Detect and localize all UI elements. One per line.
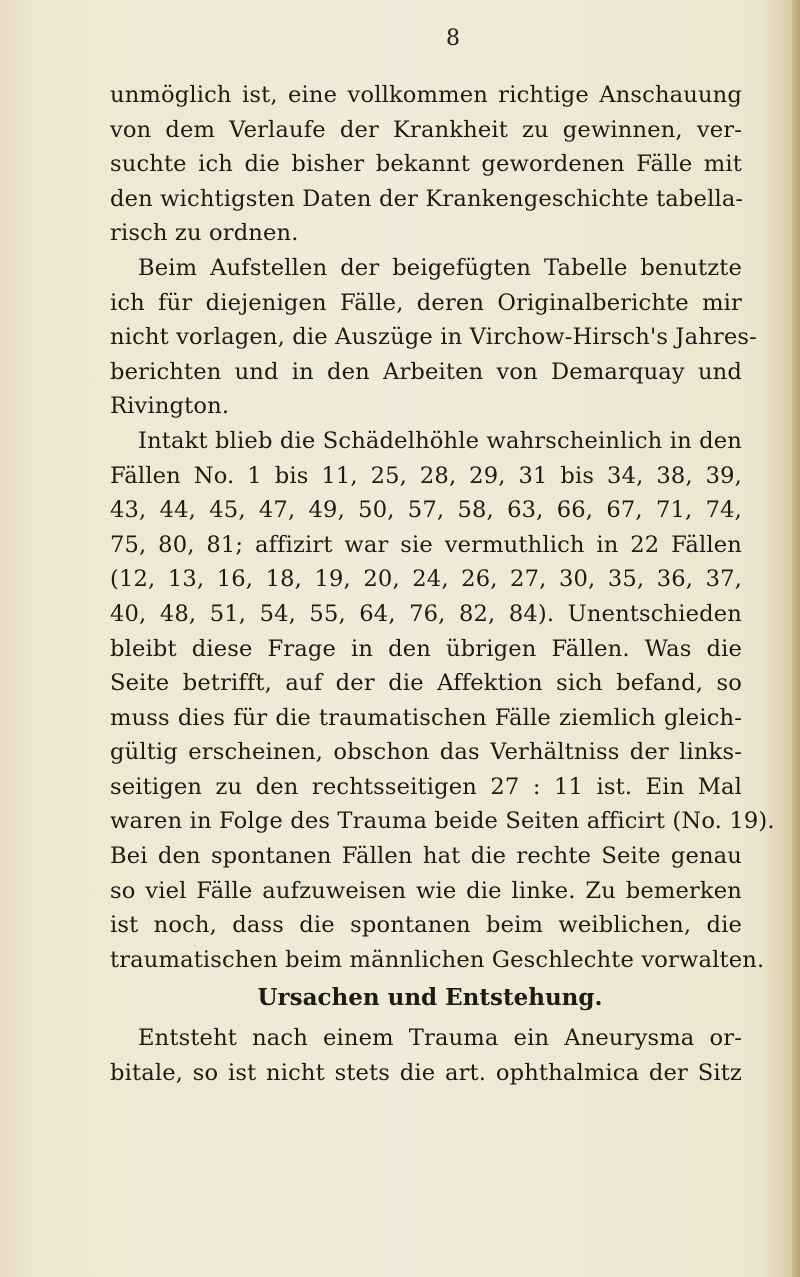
text-line: 40, 48, 51, 54, 55, 64, 76, 82, 84). Unentschieden [110,600,742,627]
text-line: berichten und in den Arbeiten von Demarquay und [110,358,742,385]
body-text [110,78,775,977]
text-line: Intakt blieb die Schädelhöhle wahrscheinlich in den [138,427,742,454]
text-line: Rivington. [110,393,230,420]
text-line: so viel Fälle aufzuweisen wie die linke. Zu bemerken [110,877,742,904]
text-line: (12, 13, 16, 18, 19, 20, 24, 26, 27, 30, 35, 36, 37, [110,566,742,593]
text-line: risch zu ordnen. [110,220,299,247]
text-line: gültig erscheinen, obschon das Verhältniss der links- [110,739,742,766]
text-line: ist noch, dass die spontanen beim weiblichen, die [110,912,742,939]
text-line: seitigen zu den rechtsseitigen 27 : 11 ist. Ein Mal [110,773,742,800]
text-line: 43, 44, 45, 47, 49, 50, 57, 58, 63, 66, 67, 71, 74, [110,497,742,524]
text-line: Fällen No. 1 bis 11, 25, 28, 29, 31 bis 34, 38, 39, [110,462,742,489]
text-line: nicht vorlagen, die Auszüge in Virchow-Hirsch's Jahres- [110,324,757,351]
text-line: Beim Aufstellen der beigefügten Tabelle benutzte [138,254,742,281]
page-edge [792,0,800,1277]
text-line: Seite betrifft, auf der die Affektion sich befand, so [110,670,742,697]
section-text [110,1021,742,1090]
text-line: suchte ich die bisher bekannt gewordenen Fälle mit [110,151,742,178]
text-line: Entsteht nach einem Trauma ein Aneurysma or- [138,1025,742,1051]
text-line: muss dies für die traumatischen Fälle ziemlich gleich- [110,704,742,731]
text-line: bleibt diese Frage in den übrigen Fällen. Was die [110,635,742,662]
text-line: von dem Verlaufe der Krankheit zu gewinnen, ver- [110,116,742,143]
section-heading: Ursachen und Entstehung. [257,984,603,1011]
text-line: traumatischen beim männlichen Geschlechte vorwalten. [110,946,765,973]
text-line: den wichtigsten Daten der Krankengeschichte tabella- [110,185,744,212]
text-line: ich für diejenigen Fälle, deren Originalberichte mir [110,289,742,316]
text-line: unmöglich ist, eine vollkommen richtige Anschauung [110,82,742,108]
text-line: 75, 80, 81; affizirt war sie vermuthlich in 22 Fällen [110,531,742,558]
text-line: bitale, so ist nicht stets die art. ophthalmica der Sitz [110,1059,742,1086]
text-line: waren in Folge des Trauma beide Seiten afficirt (No. 19). [110,808,775,835]
page-number: 8 [446,26,460,51]
text-line: Bei den spontanen Fällen hat die rechte Seite genau [110,843,742,870]
